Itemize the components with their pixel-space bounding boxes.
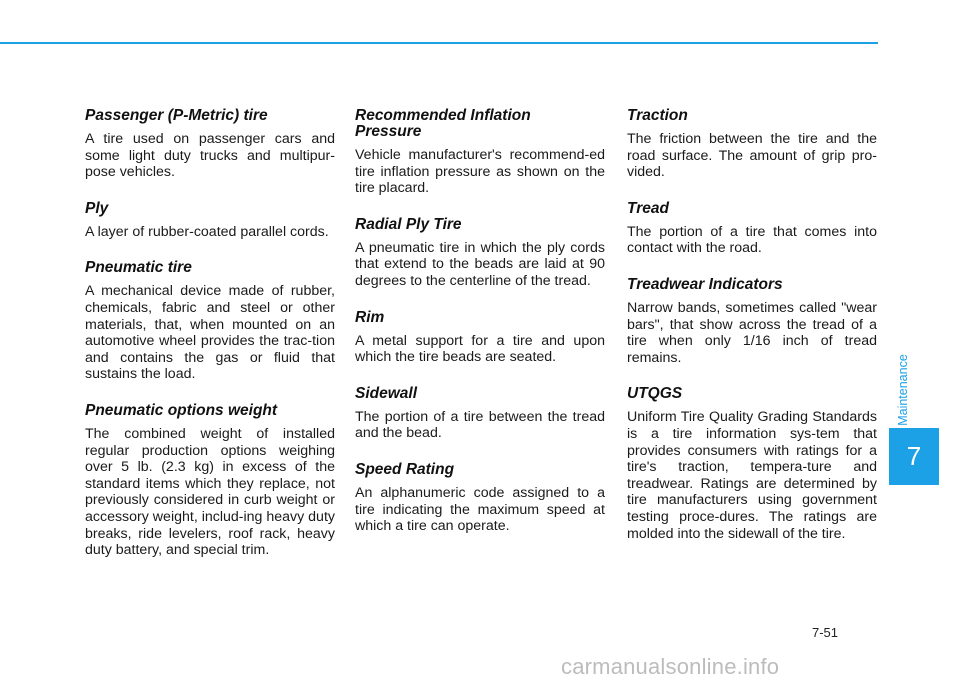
term-definition: A mechanical device made of rubber, chemicals, fabric and steel or other materials, that, when mounted on an automotive wheel provides the trac-tion and contains the gas or fluid that sustains the load. [85, 283, 335, 383]
column-1 [85, 108, 335, 579]
section-tab-text: Maintenance [896, 354, 911, 426]
term-definition: Vehicle manufacturer's recommend-ed tire inflation pressure as shown on the tire placard. [355, 147, 605, 197]
term-definition: A layer of rubber-coated parallel cords. [85, 223, 329, 240]
term-title: Ply [85, 199, 109, 217]
column-2 [355, 108, 605, 555]
glossary-entry [355, 462, 605, 535]
glossary-entry [627, 201, 877, 257]
term-title: Rim [355, 308, 385, 326]
column-3 [627, 108, 877, 562]
term-definition: A tire used on passenger cars and some light duty trucks and multipur-pose vehicles. [85, 131, 335, 181]
chapter-number-badge: 7 [889, 428, 939, 485]
term-title: Passenger (P-Metric) tire [85, 107, 268, 124]
term-definition: A pneumatic tire in which the ply cords that extend to the beads are laid at 90 degrees to the centerline of the tread. [355, 239, 605, 289]
term-title: Sidewall [355, 384, 418, 402]
glossary-entry [355, 217, 605, 290]
term-title: Speed Rating [355, 460, 455, 478]
glossary-entry [85, 403, 335, 559]
section-tab-label [893, 350, 913, 430]
term-definition: Narrow bands, sometimes called "wear bars", that show across the tread of a tire when only 1/16 inch of tread remains. [627, 299, 877, 366]
glossary-entry [355, 386, 605, 442]
term-title: Traction [627, 107, 688, 124]
term-title: UTQGS [627, 385, 683, 403]
term-title: Radial Ply Tire [355, 215, 462, 233]
term-definition: The combined weight of installed regular production options weighing over 5 lb. (2.3 kg) in excess of the standard items which they replace, not previously considered in curb weight or accessory weight, includ-ing heavy duty breaks, ride levelers, roof rack, heavy duty battery, and special trim. [85, 425, 335, 559]
header-rule [0, 42, 878, 44]
glossary-entry [355, 310, 605, 366]
term-definition: The friction between the tire and the road surface. The amount of grip pro-vided. [627, 131, 877, 181]
term-definition: The portion of a tire that comes into contact with the road. [627, 223, 877, 257]
term-title: Recommended Inflation Pressure [355, 107, 531, 140]
term-title: Pneumatic tire [85, 259, 192, 277]
glossary-entry [85, 201, 335, 241]
term-definition: A metal support for a tire and upon which the tire beads are seated. [355, 332, 605, 366]
glossary-entry [627, 108, 877, 181]
glossary-entry [627, 277, 877, 366]
term-definition: Uniform Tire Quality Grading Standards is a tire information sys-tem that provides consumers with ratings for a tire's traction, tempera-ture and treadwear. Ratings are determined by tire manufacturers using government testing proce-dures. The ratings are molded into the sidewall of the tire. [627, 409, 877, 542]
watermark: carmanualsonline.info [561, 654, 780, 679]
page-number: 7-51 [812, 625, 839, 640]
term-title: Treadwear Indicators [627, 275, 783, 293]
term-title: Pneumatic options weight [85, 401, 278, 419]
glossary-entry [355, 108, 605, 197]
glossary-entry [85, 260, 335, 383]
term-definition: The portion of a tire between the tread and the bead. [355, 408, 605, 442]
glossary-entry [627, 386, 877, 542]
term-definition: An alphanumeric code assigned to a tire indicating the maximum speed at which a tire can operate. [355, 484, 605, 535]
term-title: Tread [627, 199, 669, 217]
glossary-entry [85, 108, 335, 181]
